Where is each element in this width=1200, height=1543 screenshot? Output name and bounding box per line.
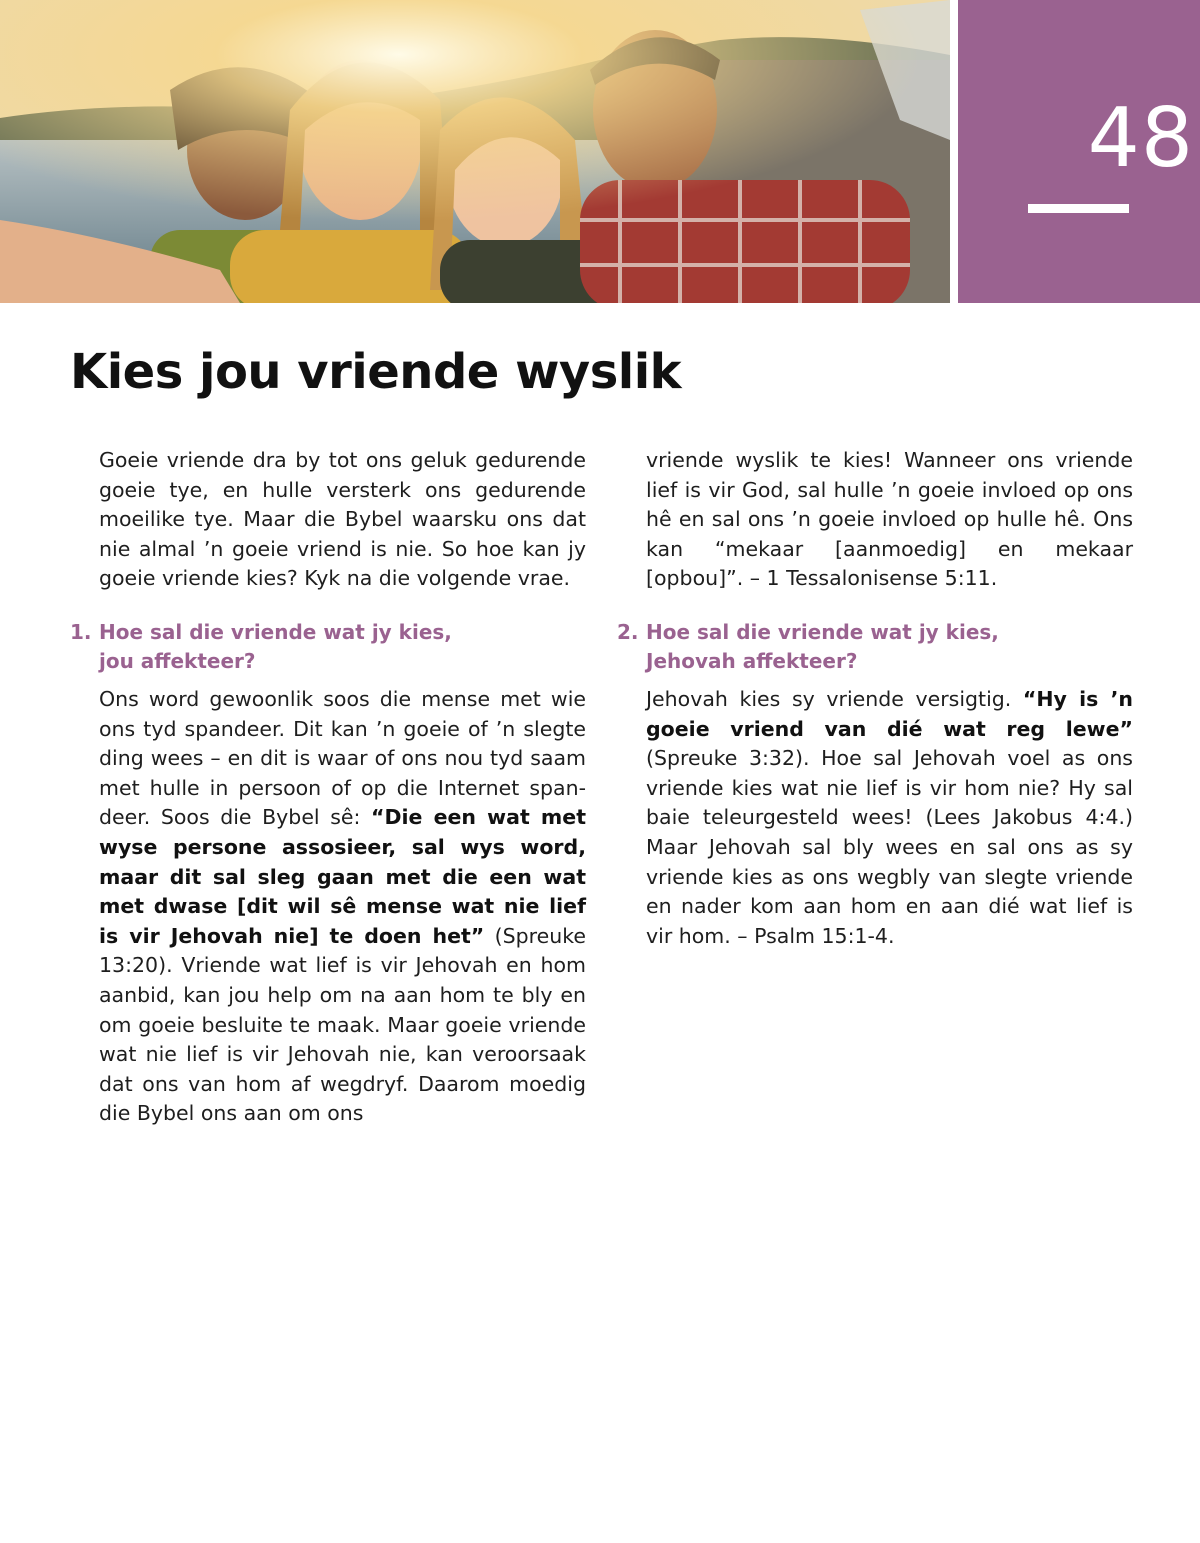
header-photo [0, 0, 950, 303]
left-column [70, 446, 586, 1129]
question-2-number: 2. [617, 619, 639, 644]
question-1-text-a: Ons word gewoonlik soos die mense met wie ons tyd spandeer. Dit kan ’n goeie of ’n slegte ding wees – en dit is waar of ons nou tyd saam met hulle in persoon of op die Internet spandeer. Soos die Bybel sê: [99, 686, 586, 830]
question-1-line-1: Hoe sal die vriende wat jy kies, [99, 619, 452, 644]
question-1-paragraph [70, 685, 586, 1129]
lesson-number-underline [1028, 204, 1129, 213]
intro-paragraph: Goeie vriende dra by tot ons geluk gedurende goeie tye, en hulle versterk ons gedurende moeilike tye. Maar die Bybel waarsku ons dat nie almal ’n goeie vriend is nie. So hoe kan jy goeie vriende kies? Kyk na die volgende vrae. [99, 448, 586, 591]
question-2-scripture-quote: “Hy is ’n goeie vriend van dié wat reg lewe” [646, 686, 1133, 741]
question-2-paragraph [617, 685, 1133, 951]
question-2-text-a: Jehovah kies sy vriende versigtig. [646, 686, 1023, 711]
question-2-text-b: (Spreuke 3:32). Hoe sal Jehovah voel as ons vriende kies wat nie lief is vir hom nie? Hy sal baie teleurgesteld wees! (Lees Jakobus 4:4.) Maar Jehovah sal bly wees en sal ons as sy vriende kies as ons wegbly van slegte vriende en nader kom aan hom en aan dié wat lief is vir hom. – Psalm 15:1-4. [646, 746, 1133, 948]
group-photo-icon [0, 0, 950, 303]
lesson-number-tile [958, 0, 1200, 303]
lesson-number: 48 [1087, 91, 1194, 186]
question-1-scripture-quote: “Die een wat met wyse persone assosieer, sal wys word, maar dit sal sleg gaan met die een wat met dwase [dit wil sê mense wat nie lief is vir Jehovah nie] te doen het” [99, 805, 586, 948]
page-title: Kies jou vriende wyslik [70, 344, 682, 400]
question-1-line-2: jou affekteer? [99, 648, 256, 673]
right-column [617, 446, 1133, 951]
question-1-text-b: (Spreuke 13:20). Vriende wat lief is vir Jehovah en hom aanbid, kan jou help om na aan hom te bly en om goeie besluite te maak. Maar goeie vriende wat nie lief is vir Jehovah nie, kan veroorsaak dat ons van hom af wegdryf. Daarom moedig die Bybel ons aan om ons [99, 923, 586, 1126]
question-1-heading [70, 618, 586, 676]
question-1-number: 1. [70, 619, 92, 644]
question-1-continued-paragraph: vriende wyslik te kies! Wanneer ons vriende lief is vir God, sal hulle ’n goeie invloed op ons hê en sal ons ’n goeie invloed op hulle hê. Ons kan “mekaar [aanmoedig] en mekaar [opbou]”. – 1 Tessalonisense 5:11. [646, 448, 1133, 591]
question-2-heading [617, 618, 1133, 676]
question-2-line-1: Hoe sal die vriende wat jy kies, [646, 619, 999, 644]
question-2-line-2: Jehovah affekteer? [646, 648, 858, 673]
